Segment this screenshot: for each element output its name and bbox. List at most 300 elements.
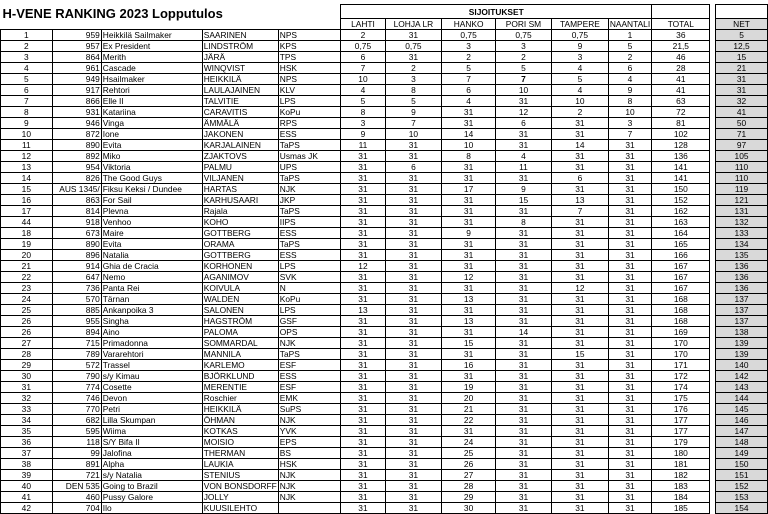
table-cell: 1	[608, 30, 651, 41]
table-cell: 28	[652, 63, 710, 74]
table-row	[1, 228, 768, 239]
table-cell: Miko	[101, 151, 202, 162]
table-cell: 864	[52, 52, 101, 63]
table-cell: 9	[552, 41, 609, 52]
table-cell: 31	[442, 283, 496, 294]
table-row	[1, 459, 768, 470]
table-cell: 0,75	[442, 30, 496, 41]
table-row	[1, 129, 768, 140]
table-row	[1, 151, 768, 162]
table-cell: Viktoria	[101, 162, 202, 173]
table-cell: 31	[552, 459, 609, 470]
table-cell: 180	[652, 448, 710, 459]
table-cell: 31	[495, 250, 551, 261]
table-cell: 5	[385, 96, 442, 107]
table-cell: 31	[495, 294, 551, 305]
table-row	[1, 118, 768, 129]
table-cell: 24	[442, 437, 496, 448]
table-cell: ÄMMÄLÄ	[202, 118, 278, 129]
table-cell: 31	[716, 85, 768, 96]
table-cell: 721	[52, 470, 101, 481]
table-cell: 31	[608, 272, 651, 283]
table-cell: 961	[52, 63, 101, 74]
table-cell: 145	[716, 404, 768, 415]
table-cell: 31	[552, 448, 609, 459]
table-row	[1, 294, 768, 305]
table-cell: PALOMA	[202, 327, 278, 338]
table-cell: KUUSILEHTO	[202, 503, 278, 514]
table-cell: 152	[716, 481, 768, 492]
table-cell: TaPS	[278, 349, 341, 360]
col-header-lohja: LOHJA LR	[385, 19, 442, 30]
table-cell: 6	[341, 52, 385, 63]
table-cell: CARAVITIS	[202, 107, 278, 118]
table-cell: WALDEN	[202, 294, 278, 305]
table-cell: 12	[495, 107, 551, 118]
col-header-naantali: NAANTALI	[609, 19, 651, 29]
table-cell: Roschier	[202, 393, 278, 404]
table-cell: 31	[385, 261, 442, 272]
table-cell: 31	[608, 228, 651, 239]
table-cell: LINDSTRÖM	[202, 41, 278, 52]
table-cell: Rehtori	[101, 85, 202, 96]
table-cell: 31	[608, 481, 651, 492]
table-cell: 31	[552, 404, 609, 415]
table-cell: 153	[716, 492, 768, 503]
table-cell: KoPu	[278, 294, 341, 305]
table-cell: 31	[608, 206, 651, 217]
table-row	[1, 404, 768, 415]
table-cell: 31	[341, 217, 385, 228]
table-cell: 31	[385, 437, 442, 448]
table-cell: 10	[552, 96, 609, 107]
table-cell: 170	[652, 338, 710, 349]
table-cell: GOTTBERG	[202, 228, 278, 239]
table-row	[1, 503, 768, 514]
table-cell: 142	[716, 371, 768, 382]
table-cell: 22	[1, 272, 53, 283]
table-cell: 185	[652, 503, 710, 514]
table-cell: 31	[608, 250, 651, 261]
table-row	[1, 206, 768, 217]
table-cell: 3	[552, 52, 609, 63]
table-cell: SOMMARDAL	[202, 338, 278, 349]
table-cell: 143	[716, 382, 768, 393]
table-cell: 7	[552, 206, 609, 217]
table-cell: 31	[341, 481, 385, 492]
table-cell: 10	[442, 140, 496, 151]
table-cell: 31	[341, 283, 385, 294]
table-cell: 13	[1, 162, 53, 173]
total-header-top	[652, 5, 710, 19]
table-cell: 63	[652, 96, 710, 107]
table-cell: 31	[608, 393, 651, 404]
table-cell: 14	[495, 327, 551, 338]
table-cell: 31	[608, 426, 651, 437]
table-cell: 12,5	[716, 41, 768, 52]
table-cell: 16	[442, 360, 496, 371]
table-cell: 50	[716, 118, 768, 129]
table-cell: 40	[1, 481, 53, 492]
table-cell: 169	[652, 327, 710, 338]
table-cell: 8	[495, 217, 551, 228]
table-cell: 31	[341, 470, 385, 481]
table-cell: MERENTIE	[202, 382, 278, 393]
table-cell: 8	[1, 107, 53, 118]
table-cell: 954	[52, 162, 101, 173]
table-cell: JKP	[278, 195, 341, 206]
table-cell: 31	[608, 316, 651, 327]
table-cell: 31	[552, 327, 609, 338]
table-cell: 31	[495, 492, 551, 503]
table-cell: 137	[716, 316, 768, 327]
table-cell: 2	[385, 63, 442, 74]
table-cell: 163	[652, 217, 710, 228]
table-cell: 31	[552, 294, 609, 305]
table-cell: PALMU	[202, 162, 278, 173]
table-cell: 105	[716, 151, 768, 162]
table-cell: 31	[552, 217, 609, 228]
table-cell: 102	[652, 129, 710, 140]
table-cell: 31	[495, 393, 551, 404]
table-cell: 31	[495, 349, 551, 360]
table-cell: 3	[1, 52, 53, 63]
table-cell: 31	[552, 272, 609, 283]
table-row	[1, 272, 768, 283]
table-cell: 31	[552, 305, 609, 316]
table-cell: 2	[442, 52, 496, 63]
table-cell: Going to Brazil	[101, 481, 202, 492]
table-cell: Elle II	[101, 96, 202, 107]
table-cell: SALONEN	[202, 305, 278, 316]
table-cell: VILJANEN	[202, 173, 278, 184]
table-cell: 31	[385, 228, 442, 239]
table-cell: NPS	[278, 74, 341, 85]
col-header-pori: PORI SM	[495, 19, 551, 30]
table-cell: 16	[1, 195, 53, 206]
table-cell: 31	[552, 151, 609, 162]
table-cell: 128	[652, 140, 710, 151]
table-cell: 17	[1, 206, 53, 217]
table-cell: 7	[495, 74, 551, 85]
table-cell: 31	[495, 316, 551, 327]
table-cell: 31	[442, 305, 496, 316]
table-cell: 31	[341, 437, 385, 448]
table-cell: Rajala	[202, 206, 278, 217]
table-cell: 2	[552, 107, 609, 118]
table-cell: 14	[1, 173, 53, 184]
table-cell: Evita	[101, 140, 202, 151]
table-cell: 10	[341, 74, 385, 85]
table-cell: 31	[608, 382, 651, 393]
table-cell: 168	[652, 294, 710, 305]
table-row	[1, 393, 768, 404]
col-header-net: NET	[716, 19, 768, 30]
table-cell: 146	[716, 415, 768, 426]
table-cell: 31	[608, 239, 651, 250]
table-cell: 20	[442, 393, 496, 404]
table-cell: 917	[52, 85, 101, 96]
table-cell: 168	[652, 316, 710, 327]
table-cell: Jalofina	[101, 448, 202, 459]
table-cell: 31	[385, 140, 442, 151]
table-cell: NJK	[278, 481, 341, 492]
table-row	[1, 481, 768, 492]
table-cell: 26	[1, 327, 53, 338]
table-cell: NJK	[278, 470, 341, 481]
table-cell: 33	[1, 404, 53, 415]
table-cell: 134	[716, 239, 768, 250]
table-cell: 31	[341, 272, 385, 283]
table-cell: ORAMA	[202, 239, 278, 250]
table-cell: 31	[341, 404, 385, 415]
table-cell: 41	[716, 107, 768, 118]
table-cell: Vararehtori	[101, 349, 202, 360]
table-cell: 37	[1, 448, 53, 459]
table-cell: 3	[341, 118, 385, 129]
table-cell: SAARINEN	[202, 30, 278, 41]
table-cell: 31	[552, 250, 609, 261]
table-cell: 31	[385, 272, 442, 283]
table-cell: LPS	[278, 305, 341, 316]
table-cell: 31	[552, 371, 609, 382]
table-cell: 5	[716, 30, 768, 41]
table-cell: KARHUSAARI	[202, 195, 278, 206]
table-cell: 13	[341, 305, 385, 316]
table-cell: 110	[716, 173, 768, 184]
table-cell: 31	[552, 393, 609, 404]
table-cell: 31	[608, 404, 651, 415]
table-cell: 41	[652, 85, 710, 96]
table-row	[1, 85, 768, 96]
table-cell: 931	[52, 107, 101, 118]
table-cell: 10	[1, 129, 53, 140]
table-cell: 36	[1, 437, 53, 448]
table-cell: 31	[608, 349, 651, 360]
col-header-hanko: HANKO	[442, 19, 496, 30]
table-cell: 7	[385, 118, 442, 129]
table-cell: 31	[385, 173, 442, 184]
table-cell: 31	[552, 338, 609, 349]
table-cell: 4	[552, 63, 609, 74]
table-cell: Heikkilä Sailmaker	[101, 30, 202, 41]
table-cell: 3	[495, 41, 551, 52]
table-cell: 167	[652, 283, 710, 294]
table-cell: 31	[385, 492, 442, 503]
table-cell: 31	[495, 426, 551, 437]
table-cell: Vinga	[101, 118, 202, 129]
table-row	[1, 316, 768, 327]
table-cell: N	[278, 283, 341, 294]
table-cell: 7	[608, 129, 651, 140]
table-row	[1, 382, 768, 393]
table-cell: JAKONEN	[202, 129, 278, 140]
table-cell: 774	[52, 382, 101, 393]
table-cell: 132	[716, 217, 768, 228]
table-cell: 21,5	[652, 41, 710, 52]
table-cell: 31	[341, 360, 385, 371]
table-cell: KARLEMO	[202, 360, 278, 371]
table-row	[1, 426, 768, 437]
table-cell: 8	[341, 107, 385, 118]
table-cell: 814	[52, 206, 101, 217]
table-cell: 177	[652, 426, 710, 437]
table-cell: 31	[552, 239, 609, 250]
table-cell: 28	[1, 349, 53, 360]
table-cell: SuPS	[278, 404, 341, 415]
table-cell: 31	[442, 217, 496, 228]
table-cell: 891	[52, 459, 101, 470]
table-cell: 27	[1, 338, 53, 349]
table-cell: 31	[495, 96, 551, 107]
table-cell: Merith	[101, 52, 202, 63]
table-cell: 31	[552, 481, 609, 492]
table-cell: 31	[608, 448, 651, 459]
table-cell: Maire	[101, 228, 202, 239]
table-cell: Tärnan	[101, 294, 202, 305]
table-cell: 10	[608, 107, 651, 118]
table-cell: 682	[52, 415, 101, 426]
table-cell: 31	[608, 217, 651, 228]
table-cell: 31	[608, 195, 651, 206]
table-row	[1, 41, 768, 52]
table-cell: 81	[652, 118, 710, 129]
table-cell: 4	[442, 96, 496, 107]
table-cell: 31	[385, 151, 442, 162]
table-cell: 31	[552, 382, 609, 393]
table-cell: 2	[608, 52, 651, 63]
table-cell: 736	[52, 283, 101, 294]
table-cell: Trassel	[101, 360, 202, 371]
table-cell: 177	[652, 415, 710, 426]
table-cell: 174	[652, 382, 710, 393]
table-cell: 15	[1, 184, 53, 195]
table-cell: EMK	[278, 393, 341, 404]
table-cell: 31	[552, 415, 609, 426]
table-cell: LPS	[278, 261, 341, 272]
table-cell: Singha	[101, 316, 202, 327]
table-cell: Devon	[101, 393, 202, 404]
table-row	[1, 492, 768, 503]
table-cell: OPS	[278, 327, 341, 338]
table-cell: 31	[495, 272, 551, 283]
table-cell: 18	[1, 228, 53, 239]
table-cell: Primadonna	[101, 338, 202, 349]
table-cell: 31	[341, 206, 385, 217]
table-cell: 866	[52, 96, 101, 107]
table-cell: 570	[52, 294, 101, 305]
table-cell: 141	[652, 162, 710, 173]
table-cell: 31	[442, 195, 496, 206]
net-header-top	[716, 5, 768, 19]
table-row	[1, 283, 768, 294]
table-cell: 31	[552, 470, 609, 481]
table-cell: 31	[495, 305, 551, 316]
table-cell: 30	[442, 503, 496, 514]
table-cell: ESS	[278, 371, 341, 382]
table-cell: 595	[52, 426, 101, 437]
table-cell: 31	[385, 250, 442, 261]
table-cell: 31	[341, 173, 385, 184]
table-cell: AGANIMOV	[202, 272, 278, 283]
table-cell: 14	[552, 140, 609, 151]
table-cell: 31	[341, 459, 385, 470]
table-cell: 31	[385, 382, 442, 393]
table-cell: 31	[341, 382, 385, 393]
table-cell: 746	[52, 393, 101, 404]
table-cell: 890	[52, 140, 101, 151]
table-cell: 31	[608, 305, 651, 316]
table-row	[1, 360, 768, 371]
table-cell: 31	[385, 305, 442, 316]
table-cell: 138	[716, 327, 768, 338]
table-row	[1, 415, 768, 426]
table-cell: 0,75	[552, 30, 609, 41]
table-cell: GOTTBERG	[202, 250, 278, 261]
table-cell: 31	[385, 294, 442, 305]
table-cell: KPS	[278, 41, 341, 52]
table-cell: 141	[652, 173, 710, 184]
table-cell: YVK	[278, 426, 341, 437]
col-header-lahti: LAHTI	[341, 19, 385, 30]
table-row	[1, 184, 768, 195]
table-cell: 119	[716, 184, 768, 195]
table-cell: 572	[52, 360, 101, 371]
table-cell: 36	[652, 30, 710, 41]
table-cell: 892	[52, 151, 101, 162]
table-cell: 31	[385, 283, 442, 294]
table-cell: 31	[495, 470, 551, 481]
table-cell: Evita	[101, 239, 202, 250]
table-cell: 2	[495, 52, 551, 63]
table-cell: 31	[385, 239, 442, 250]
table-cell: JOLLY	[202, 492, 278, 503]
table-cell: 10	[385, 129, 442, 140]
table-cell: 31	[608, 437, 651, 448]
table-cell: The Good Guys	[101, 173, 202, 184]
table-cell: 31	[552, 228, 609, 239]
table-cell: 31	[385, 426, 442, 437]
table-cell: 44	[1, 217, 53, 228]
table-cell: TaPS	[278, 239, 341, 250]
table-cell: Lilla Skumpan	[101, 415, 202, 426]
table-cell: 184	[652, 492, 710, 503]
table-cell: 31	[552, 129, 609, 140]
table-cell: 31	[341, 184, 385, 195]
table-cell: 31	[385, 371, 442, 382]
table-cell: ESS	[278, 250, 341, 261]
table-cell: 715	[52, 338, 101, 349]
table-cell: 31	[341, 239, 385, 250]
table-cell: 31	[495, 173, 551, 184]
table-cell: THERMAN	[202, 448, 278, 459]
table-cell: 31	[608, 338, 651, 349]
table-cell: 31	[341, 371, 385, 382]
table-cell: 31	[608, 162, 651, 173]
table-cell: KORHONEN	[202, 261, 278, 272]
table-cell: 11	[341, 140, 385, 151]
table-cell: DEN 535	[52, 481, 101, 492]
table-cell: 15	[716, 52, 768, 63]
table-row	[1, 63, 768, 74]
table-cell: 176	[652, 404, 710, 415]
table-cell: 8	[442, 151, 496, 162]
table-cell: 31	[442, 206, 496, 217]
table-cell: 31	[385, 30, 442, 41]
table-cell: 4	[1, 63, 53, 74]
table-cell: 9	[385, 107, 442, 118]
table-cell: 31	[552, 360, 609, 371]
